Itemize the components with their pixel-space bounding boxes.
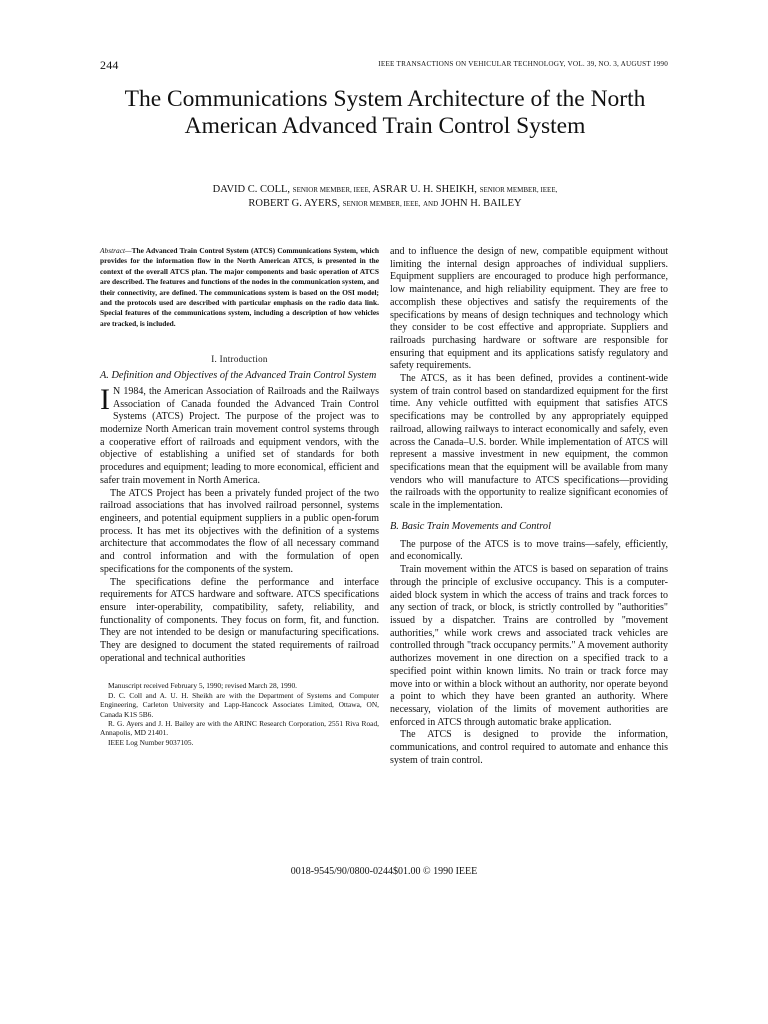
footnotes — [100, 681, 379, 747]
author-role: SENIOR MEMBER, IEEE, — [479, 186, 558, 194]
author-role: SENIOR MEMBER, IEEE, — [342, 200, 421, 208]
body-paragraph: The ATCS, as it has been defined, provides a continent-wide system of train control based on standardized equipment for the first time. Any vehicle outfitted with equipment that satisfies ATCS specifications may be controlled by any appropriately equipped railroad, allowing railways to interact economically and safely, even across the Canada–U.S. border. While implementation of ATCS will represent a massive investment in new equipment, the common specifications mean that the equipment will be available from many vendors who will manufacture to ATCS specifications—providing the railroads with the opportunity to realize significant economies of scale in the implementation. — [390, 373, 668, 512]
subsection-heading: A. Definition and Objectives of the Advanced Train Control System — [100, 369, 377, 381]
author-role: SENIOR MEMBER, IEEE, — [292, 186, 371, 194]
author-name: ASRAR U. H. SHEIKH, — [372, 184, 477, 195]
author-name: ROBERT G. AYERS, — [248, 198, 340, 209]
footnote: IEEE Log Number 9037105. — [108, 737, 194, 747]
abstract — [100, 246, 379, 329]
section-heading: I. Introduction — [211, 354, 268, 365]
intro-paragraph — [100, 382, 379, 488]
abstract-label: Abstract— — [100, 246, 132, 255]
copyright-line: 0018-9545/90/0800-0244$01.00 © 1990 IEEE — [290, 866, 478, 877]
page-number: 244 — [100, 58, 119, 72]
drop-cap: I — [100, 382, 110, 416]
left-column — [100, 246, 379, 747]
journal-info: IEEE TRANSACTIONS ON VEHICULAR TECHNOLOGY, VOL. 39, NO. 3, AUGUST 1990 — [378, 60, 668, 68]
footnote: Manuscript received February 5, 1990; revised March 28, 1990. — [108, 681, 298, 691]
footnote: D. C. Coll and A. U. H. Sheikh are with the Department of Systems and Computer Engineering, Carleton University and Lapp-Hancock Associates Limited, Ottawa, ON, Canada K1S 5B6. — [100, 690, 379, 719]
abstract-text: The Advanced Train Control System (ATCS) Communications System, which provides for the information flow in the North American ATCS, is presented in the context of the overall ATCS plan. The major components and basic operation of ATCS are described. The features and functions of the nodes in the communication system, and their connectivity, are defined. The communications system is based on the OSI model; and the protocols used are described with particular emphasis on the radio data link. Special features of the communications system, including a description of how vehicles are tracked, is included. — [100, 246, 380, 328]
subsection-heading: B. Basic Train Movements and Control — [390, 520, 551, 532]
right-column — [390, 246, 668, 767]
paper-title: The Communications System Architecture of the North American Advanced Train Control System — [124, 86, 646, 139]
body-paragraph: The purpose of the ATCS is to move trains—safely, efficiently, and economically. — [390, 538, 668, 563]
body-paragraph: The ATCS Project has been a privately funded project of the two railroad associations that has involved railroad personnel, systems engineers, and potential equipment suppliers in a public open-forum process. It has met its objectives with the definition of a systems architecture that accommodates the flow of all necessary command and control information and with the formulation of open specifications for the components of the system. — [100, 487, 379, 575]
author-name: JOHN H. BAILEY — [440, 198, 522, 209]
author-name: DAVID C. COLL, — [212, 184, 291, 195]
footnote: R. G. Ayers and J. H. Bailey are with the ARINC Research Corporation, 2551 Riva Road, Annapolis, MD 21401. — [100, 719, 379, 738]
body-paragraph: The ATCS is designed to provide the information, communications, and control required to automate and enhance this system of train control. — [390, 729, 668, 766]
author-conjunction: AND — [423, 200, 439, 208]
body-paragraph: and to influence the design of new, compatible equipment without limiting the internal design approaches of individual suppliers. Equipment suppliers are encouraged to produce high performance, low maintenance, and high reliability equipment. They are free to accomplish these objectives and satisfy the requirements of the specifications by means of design techniques and technology which they consider to be cost effective and appropriate. Suppliers and railroads purchasing hardware or software are responsible for ensuring that equipment and its applications satisfy regulatory and safety requirements. — [390, 246, 668, 372]
body-paragraph: The specifications define the performance and interface requirements for ATCS hardware and software. ATCS specifications ensure inter-operability, compatibility, safety, reliability, and functionality of components. They focus on form, fit, and function. They are not intended to be design or manufacturing specifications. They are designed to document the stated requirements of railroad operational and technical authorities — [100, 576, 379, 664]
body-paragraph: Train movement within the ATCS is based on separation of trains through the principle of exclusive occupancy. This is a computer-aided block system in which the access of trains and track forces to any section of track, or block, is strictly controlled by "authorities" issued by a dispatcher. Trains are controlled by "movement authorities," while work crews and associated track vehicles are controlled through "track occupancy permits." A movement authority authorizes movement in one direction on a specified track to a specified point within known limits. No train or track force may move into or within a block without an authority, nor operate beyond a point to which they have been granted an authority. Where necessary, violation of the limits of movement authorities are enforced in ATCS through automatic brake application. — [390, 564, 668, 728]
author-list — [90, 183, 680, 211]
intro-paragraph-text: N 1984, the American Association of Railroads and the Railways Association of Canada founded the Advanced Train Control Systems (ATCS) Project. The purpose of the project was to modernize North American train movement control systems through a cooperative effort of railroads and equipment vendors, with the objective of establishing a unified set of standards for both procedures and equipment; leading to more economical, efficient and safer train movement in North America. — [100, 385, 379, 486]
